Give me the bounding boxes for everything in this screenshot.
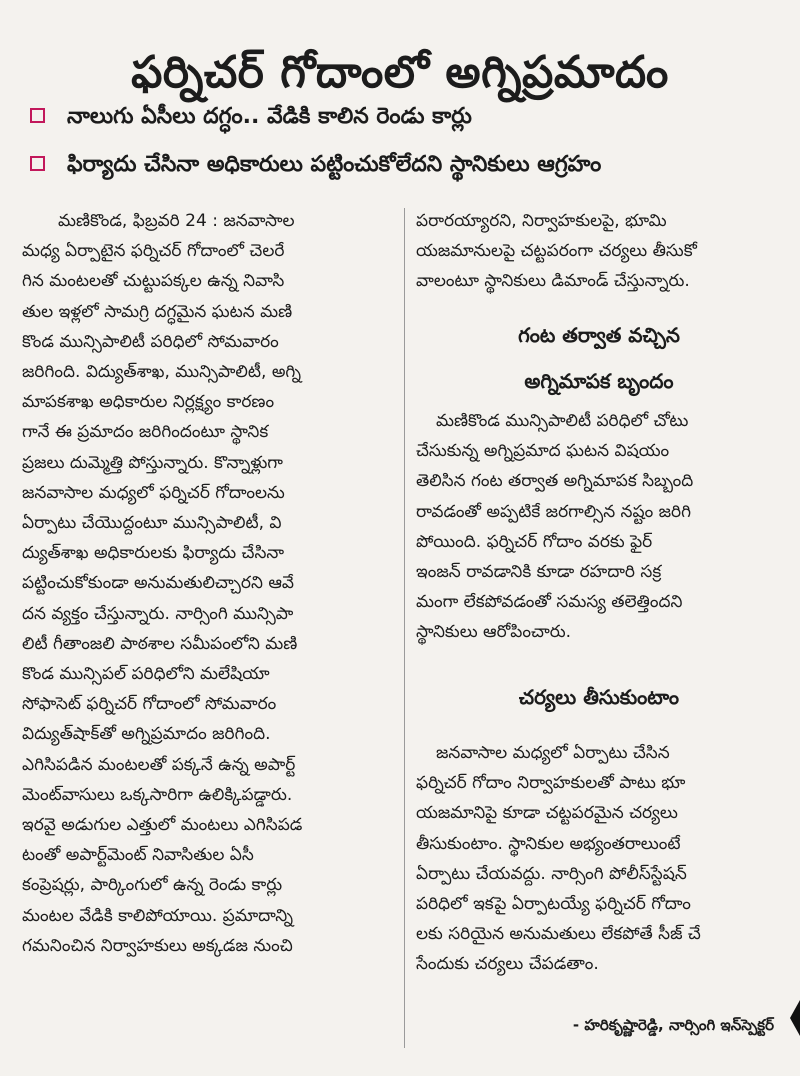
body-line: మంగా లేకపోవడంతో సమస్య తలెత్తిందని xyxy=(416,592,683,613)
signature-credit: - హరికృష్ణారెడ్డి, నార్సింగి ఇన్‌స్పెక్టర్ xyxy=(572,1016,774,1034)
page-edge-marker xyxy=(790,1000,800,1036)
body-line: మణికొండ మున్సిపాలిటీ పరిధిలో చోటు xyxy=(436,411,689,431)
body-line: యజమానిపై కూడా చట్టపరమైన చర్యలు xyxy=(416,803,678,824)
column-divider xyxy=(404,208,405,1048)
body-line: ఫర్నిచర్ గోదాం నిర్వాహకులతో పాటు భూ xyxy=(416,773,686,794)
body-line: గమనించిన నిర్వాహకులు అక్కడజ నుంచి xyxy=(22,935,293,956)
body-line: మణికొండ, ఫిబ్రవరి 24 : జనవాసాల xyxy=(58,211,295,231)
body-line: ఎగిసిపడిన మంటలతో పక్కనే ఉన్న అపార్ట్ xyxy=(22,754,296,775)
body-line: జనవాసాల మధ్యలో ఏర్పాటు చేసిన xyxy=(436,743,670,763)
body-line: సోఫాసెట్ ఫర్నిచర్ గోదాంలో సోమవారం xyxy=(22,694,277,715)
subheadline-bullet xyxy=(30,148,601,182)
body-line: మంటల వేడికి కాలిపోయాయి. ప్రమాదాన్ని xyxy=(22,905,294,926)
body-line: యజమానులపై చట్టపరంగా చర్యలు తీసుకో xyxy=(416,241,697,262)
body-line: రావడంతో అప్పటికే జరగాల్సిన నష్టం జరిగి xyxy=(416,501,692,522)
body-line: తీసుకుంటాం. స్థానికుల అభ్యంతరాలుంటే xyxy=(416,833,681,854)
subheadline-bullet xyxy=(30,100,472,134)
right-column-bottom xyxy=(416,738,782,980)
body-line: ఏర్పాటు చేయొద్దంటూ మున్సిపాలిటీ, వి xyxy=(22,513,282,534)
body-line: మాపకశాఖ అధికారుల నిర్లక్ష్యం కారణం xyxy=(22,392,275,413)
body-line: ప్రజలు దుమ్మెత్తి పోస్తున్నారు. కొన్నాళ్లుగా xyxy=(22,452,283,473)
left-column xyxy=(22,206,400,961)
section-heading: గంట తర్వాత వచ్చిన xyxy=(518,323,680,347)
body-line: మధ్య ఏర్పాటైన ఫర్నిచర్ గోదాంలో చెలరే xyxy=(22,241,285,262)
body-line: మెంట్‌వాసులు ఒక్కసారిగా ఉలిక్కిపడ్డారు. xyxy=(22,784,293,805)
body-line: విద్యుత్‌షాక్‌తో అగ్నిప్రమాదం జరిగింది. xyxy=(22,724,271,745)
body-line: వాలంటూ స్థానికులు డిమాండ్ చేస్తున్నారు. xyxy=(416,271,690,292)
body-line: ఇంజన్ రావడానికి కూడా రహదారి సక్ర xyxy=(416,562,662,583)
body-line: దన వ్యక్తం చేస్తున్నారు. నార్సింగి మున్సిపా xyxy=(22,603,294,624)
right-column-top xyxy=(416,206,782,297)
body-line: లకు సరియైన అనుమతులు లేకపోతే సీజ్ చే xyxy=(416,924,701,945)
body-line: కొండ మున్సిపాలిటీ పరిధిలో సోమవారం xyxy=(22,331,279,352)
body-line: జనవాసాల మధ్యలో ఫర్నిచర్ గోదాంలను xyxy=(22,482,285,503)
body-line: కొండ మున్సిపల్ పరిధిలోని మలేషియా xyxy=(22,664,270,685)
body-line: జరిగింది. విద్యుత్‌శాఖ, మున్సిపాలిటీ, అగ్ని xyxy=(22,362,302,383)
section-heading: చర్యలు తీసుకుంటాం xyxy=(518,685,680,709)
body-line: తుల ఇళ్లలో సామగ్రి దగ్ధమైన ఘటన మణి xyxy=(22,301,293,322)
square-bullet-icon xyxy=(30,108,45,123)
bullet-text: నాలుగు ఏసీలు దగ్ధం.. వేడికి కాలిన రెండు కార్లు xyxy=(67,104,472,129)
body-line: టంతో అపార్ట్‌మెంట్ నివాసితుల ఏసీ xyxy=(22,845,254,866)
body-line: పట్టించుకోకుండా అనుమతులిచ్చారని ఆవే xyxy=(22,573,294,594)
section-heading: అగ్నిమాపక బృందం xyxy=(524,369,674,393)
body-line: పరారయ్యారని, నిర్వాహకులపై, భూమి xyxy=(416,211,667,231)
body-line: ద్యుత్‌శాఖ అధికారులకు ఫిర్యాదు చేసినా xyxy=(22,543,285,564)
body-line: పోయింది. ఫర్నిచర్ గోదాం వరకు ఫైర్ xyxy=(416,531,653,552)
body-line: ఇరవై అడుగుల ఎత్తులో మంటలు ఎగిసిపడ xyxy=(22,815,303,836)
bullet-text: ఫిర్యాదు చేసినా అధికారులు పట్టించుకోలేదని స్థానికులు ఆగ్రహం xyxy=(67,152,602,177)
body-line: గానే ఈ ప్రమాదం జరిగిందంటూ స్థానిక xyxy=(22,422,269,443)
body-line: తెలిసిన గంట తర్వాత అగ్నిమాపక సిబ్బంది xyxy=(416,471,694,492)
square-bullet-icon xyxy=(30,156,45,171)
body-line: కంప్రెషర్లు, పార్కింగులో ఉన్న రెండు కార్లు xyxy=(22,875,283,896)
body-line: చేసుకున్న అగ్నిప్రమాద ఘటన విషయం xyxy=(416,441,670,462)
body-line: సేందుకు చర్యలు చేపడతాం. xyxy=(416,954,599,975)
body-line: ఏర్పాటు చేయవద్దు. నార్సింగి పోలీస్‌స్టేషన్ xyxy=(416,863,687,884)
right-column-mid xyxy=(416,406,782,648)
body-line: లిటీ గీతాంజలి పాఠశాల సమీపంలోని మణి xyxy=(22,633,298,654)
body-line: పరిధిలో ఇకపై ఏర్పాటయ్యే ఫర్నిచర్ గోదాం xyxy=(416,894,691,915)
headline: ఫర్నిచర్ గోదాంలో అగ్నిప్రమాదం xyxy=(131,47,669,99)
body-line: గిన మంటలతో చుట్టుపక్కల ఉన్న నివాసి xyxy=(22,271,285,292)
body-line: స్థానికులు ఆరోపించారు. xyxy=(416,622,572,643)
